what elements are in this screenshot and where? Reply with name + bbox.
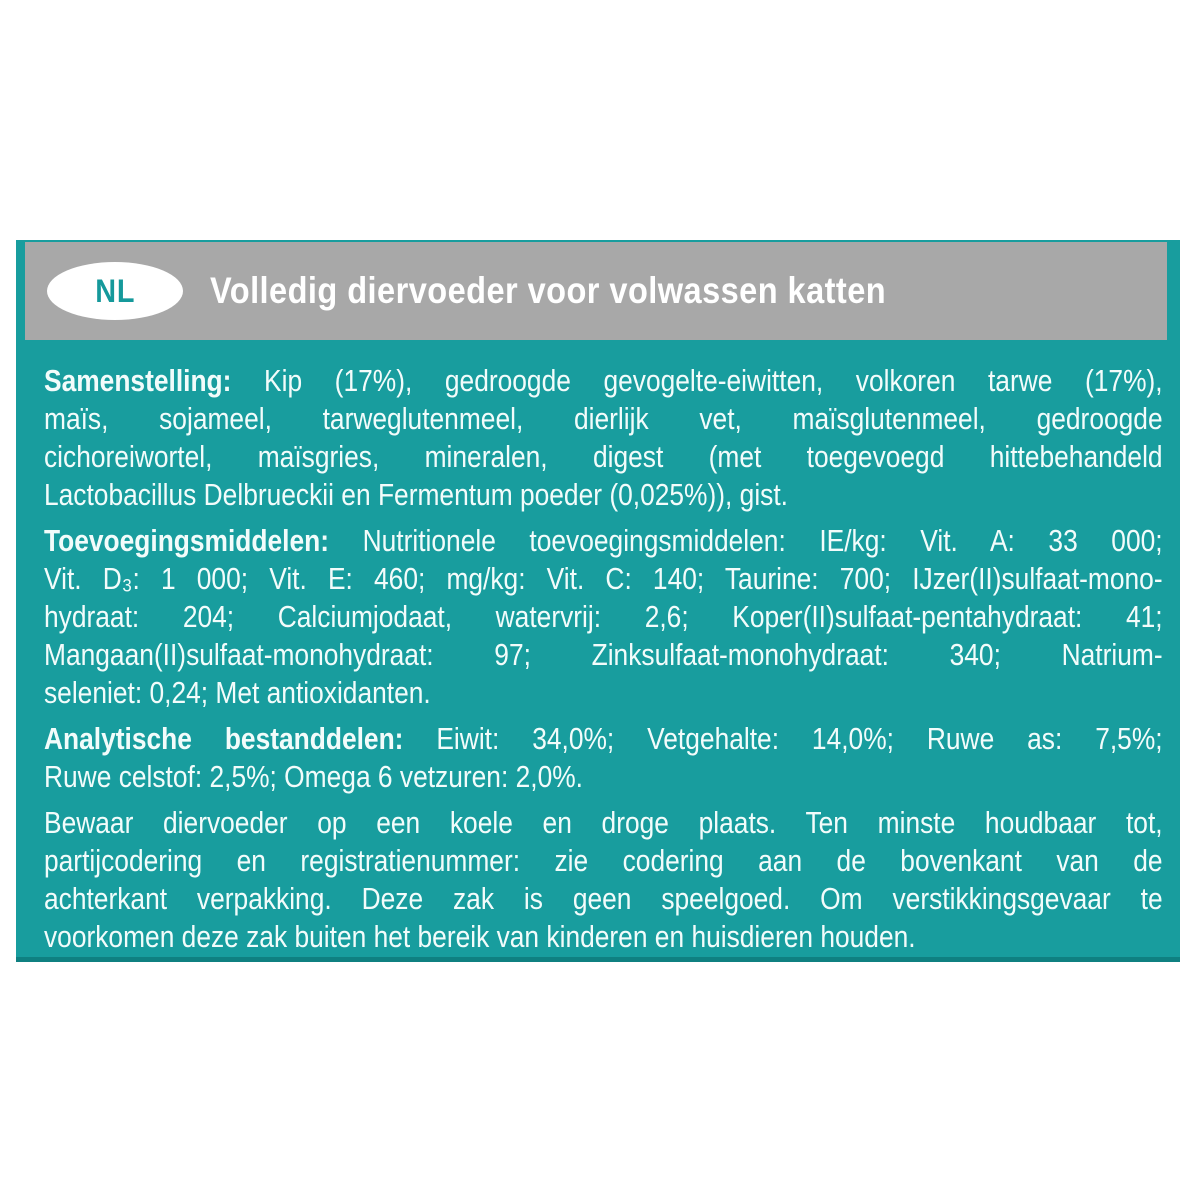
analytical-paragraph [44,720,1163,796]
additives-line-2: Vit. D₃: 1 000; Vit. E: 460; mg/kg: Vit. C: 140; Taurine: 700; IJzer(II)sulfaat-mono- [44,561,1163,596]
storage-line-4: voorkomen deze zak buiten het bereik van kinderen en huisdieren houden. [44,919,916,954]
composition-line-2: maïs, sojameel, tarweglutenmeel, dierlijk vet, maïsglutenmeel, gedroogde [44,401,1163,436]
additives-line-1 [44,522,1163,560]
storage-paragraph [44,804,1163,956]
composition-label: Samenstelling: [44,363,232,398]
label-text-block [44,362,1163,956]
storage-line-3: achterkant verpakking. Deze zak is geen speelgoed. Om verstikkingsgevaar te [44,881,1163,916]
composition-paragraph [44,362,1163,514]
storage-line-1: Bewaar diervoeder op een koele en droge plaats. Ten minste houdbaar tot, [44,805,1163,840]
additives-paragraph [44,522,1163,712]
analytical-line-1-text: Eiwit: 34,0%; Vetgehalte: 14,0%; Ruwe as: 7,5%; [436,721,1163,756]
additives-line-5: seleniet: 0,24; Met antioxidanten. [44,675,431,710]
additives-line-3: hydraat: 204; Calciumjodaat, watervrij: 2,6; Koper(II)sulfaat-pentahydraat: 41; [44,599,1163,634]
composition-line-4: Lactobacillus Delbrueckii en Fermentum poeder (0,025%)), gist. [44,477,789,512]
composition-line-1-text: Kip (17%), gedroogde gevogelte-eiwitten, volkoren tarwe (17%), [264,363,1163,398]
analytical-line-2: Ruwe celstof: 2,5%; Omega 6 vetzuren: 2,0%. [44,759,583,794]
header-bar [25,242,1167,340]
analytical-label: Analytische bestanddelen: [44,721,404,756]
header-title: Volledig diervoeder voor volwassen katten [210,270,887,311]
label-content [44,340,1163,956]
additives-label: Toevoegingsmiddelen: [44,523,330,558]
additives-line-4: Mangaan(II)sulfaat-monohydraat: 97; Zinksulfaat-monohydraat: 340; Natrium- [44,637,1163,672]
additives-line-1-text: Nutritionele toevoegingsmiddelen: IE/kg: Vit. A: 33 000; [362,523,1163,558]
language-badge [47,262,183,320]
composition-line-3: cichoreiwortel, maïsgries, mineralen, digest (met toegevoegd hittebehandeld [44,439,1163,474]
pet-food-label-panel [16,240,1180,962]
storage-line-2: partijcodering en registratienummer: zie codering aan de bovenkant van de [44,843,1163,878]
language-code: NL [94,272,136,309]
analytical-line-1 [44,720,1163,758]
composition-line-1 [44,362,1163,400]
